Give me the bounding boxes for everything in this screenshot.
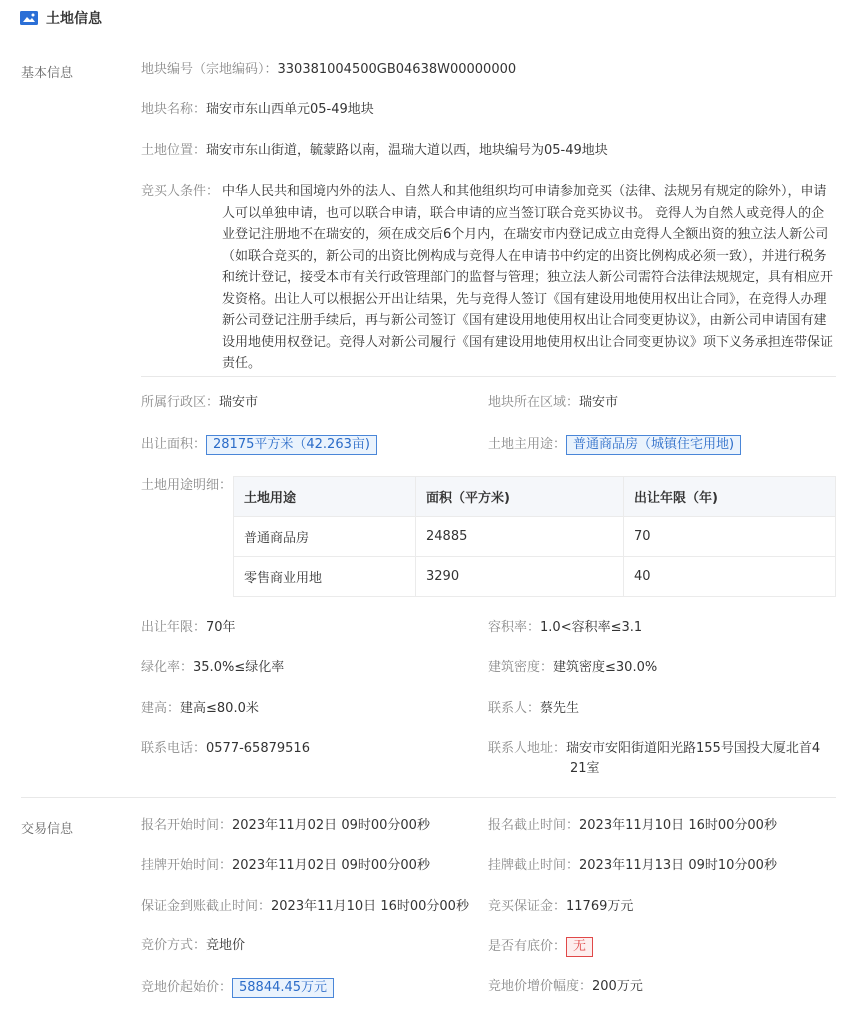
table-cell: 3290: [416, 557, 624, 597]
field-height: [141, 700, 259, 718]
field-label: 土地位置：: [141, 143, 207, 158]
table-header-cell: 出让年限（年): [624, 477, 836, 517]
field-label: 竞价方式：: [141, 938, 207, 953]
field-label: 报名截止时间：: [488, 818, 580, 833]
field-phone: [141, 740, 310, 758]
field-region: [488, 394, 618, 412]
main-use-tag: 普通商品房（城镇住宅用地): [566, 435, 741, 455]
field-label: 联系电话：: [141, 741, 207, 756]
area-tag: 28175平方米（42.263亩): [206, 435, 377, 455]
reserve-tag: 无: [566, 937, 593, 957]
section-label-trade: 交易信息: [21, 822, 74, 837]
field-far: [488, 619, 642, 637]
start-price-tag: 58844.45万元: [232, 978, 334, 998]
field-label: 报名开始时间：: [141, 818, 233, 833]
field-label: 出让面积：: [141, 437, 207, 452]
field-value: 瑞安市: [579, 395, 619, 410]
section-label-basic: 基本信息: [21, 66, 74, 81]
field-label: 所属行政区：: [141, 395, 220, 410]
table-cell: 40: [624, 557, 836, 597]
field-district: [141, 394, 258, 412]
field-value: 1.0<容积率≤3.1: [540, 620, 643, 635]
field-value: 70年: [206, 620, 236, 635]
divider: [141, 376, 836, 377]
field-value: 2023年11月13日 09时10分00秒: [579, 858, 777, 873]
field-value: 竞地价: [206, 938, 246, 953]
field-label: 挂牌截止时间：: [488, 858, 580, 873]
field-label: 竞地价增价幅度：: [488, 979, 593, 994]
field-label: 是否有底价：: [488, 939, 567, 954]
field-value: 瑞安市东山街道，毓蒙路以南，温瑞大道以西，地块编号为05-49地块: [206, 143, 608, 158]
field-value: 瑞安市东山西单元05-49地块: [206, 102, 374, 117]
field-deposit-deadline: [141, 898, 469, 916]
land-info-icon: [20, 11, 38, 25]
page-title: 土地信息: [46, 11, 102, 27]
field-density: [488, 659, 657, 677]
table-cell: 零售商业用地: [234, 557, 416, 597]
table-header-row: [234, 477, 836, 517]
field-value: 瑞安市安阳街道阳光路155号国投大厦北首4: [566, 741, 821, 756]
table-cell: 普通商品房: [234, 517, 416, 557]
field-label: 土地用途明细：: [141, 478, 233, 493]
field-value: 330381004500GB04638W00000000: [277, 62, 517, 77]
field-value: 11769万元: [566, 899, 634, 914]
field-parcel-no: [141, 61, 516, 79]
field-reg-start: [141, 817, 430, 835]
field-method: [141, 937, 245, 955]
field-label: 联系人地址：: [488, 741, 567, 756]
field-value: 0577-65879516: [206, 741, 310, 756]
field-label: 建筑密度：: [488, 660, 554, 675]
field-value: 200万元: [592, 979, 643, 994]
field-value: 2023年11月10日 16时00分00秒: [271, 899, 469, 914]
field-label: 地块所在区域：: [488, 395, 580, 410]
field-value: 中华人民共和国境内外的法人、自然人和其他组织均可申请参加竞买（法律、法规另有规定的除外），申请人可以单独申请，也可以联合申请，联合申请的应当签订联合竞买协议书。 竞得人为自然人或竞得人的企业登记注册地不在瑞安的，须在成交后6个月内，在瑞安市内登记成立由竞得人全额出资的独立法人新公司（如联合竞买的，新公司的出资比例构成与竞得人在申请书中约定的出资比例构成必须一致），并进行税务和统计登记，接受本市有关行政管理部门的监督与管理；独立法人新公司需符合法律法规规定，具有相应开发资格。出让人可以根据公开出让结果，先与竞得人签订《国有建设用地使用权出让合同》，在竞得人办理新公司登记注册手续后，再与新公司签订《国有建设用地使用权出让合同变更协议》，由新公司申请国有建设用地使用权登记。竞得人对新公司履行《国有建设用地使用权出让合同变更协议》项下义务承担连带保证责任。: [222, 184, 834, 371]
field-use-detail-label: [141, 477, 232, 495]
field-label: 联系人：: [488, 701, 541, 716]
field-green: [141, 659, 284, 677]
field-reg-end: [488, 817, 777, 835]
field-address: [488, 740, 820, 758]
field-value: 蔡先生: [540, 701, 580, 716]
field-value: 2023年11月02日 09时00分00秒: [232, 858, 430, 873]
field-label: 出让年限：: [141, 620, 207, 635]
page-header: [20, 8, 102, 28]
field-value: 35.0%≤绿化率: [193, 660, 285, 675]
field-main-use: [488, 435, 741, 455]
divider: [21, 797, 836, 798]
field-value: 21室: [570, 761, 600, 776]
field-label: 建高：: [141, 701, 181, 716]
field-parcel-name: [141, 101, 374, 119]
field-label: 地块名称：: [141, 102, 207, 117]
field-label: 竞买保证金：: [488, 899, 567, 914]
field-contact: [488, 700, 579, 718]
field-label: 地块编号（宗地编码）：: [141, 62, 278, 77]
field-value: 2023年11月02日 09时00分00秒: [232, 818, 430, 833]
field-label: 保证金到账截止时间：: [141, 899, 272, 914]
field-value: 2023年11月10日 16时00分00秒: [579, 818, 777, 833]
field-list-end: [488, 857, 777, 875]
field-reserve: [488, 937, 593, 957]
field-location: [141, 142, 608, 160]
table-row: [234, 517, 836, 557]
field-deposit: [488, 898, 633, 916]
field-value: 建筑密度≤30.0%: [553, 660, 658, 675]
field-label: 土地主用途：: [488, 437, 567, 452]
field-value: 建高≤80.0米: [180, 701, 259, 716]
field-start-price: [141, 978, 334, 998]
field-term: [141, 619, 236, 637]
field-value: 瑞安市: [219, 395, 259, 410]
field-label: 绿化率：: [141, 660, 194, 675]
table-header-cell: 面积（平方米): [416, 477, 624, 517]
field-label: 容积率：: [488, 620, 541, 635]
table-header-cell: 土地用途: [234, 477, 416, 517]
table-row: [234, 557, 836, 597]
field-label: 竞地价起始价：: [141, 980, 233, 995]
table-cell: 70: [624, 517, 836, 557]
field-list-start: [141, 857, 430, 875]
table-cell: 24885: [416, 517, 624, 557]
field-increment: [488, 978, 643, 996]
field-label: 竞买人条件：: [141, 184, 220, 199]
field-address-cont: [570, 760, 600, 778]
field-area: [141, 435, 377, 455]
land-use-table: [233, 476, 836, 597]
field-label: 挂牌开始时间：: [141, 858, 233, 873]
